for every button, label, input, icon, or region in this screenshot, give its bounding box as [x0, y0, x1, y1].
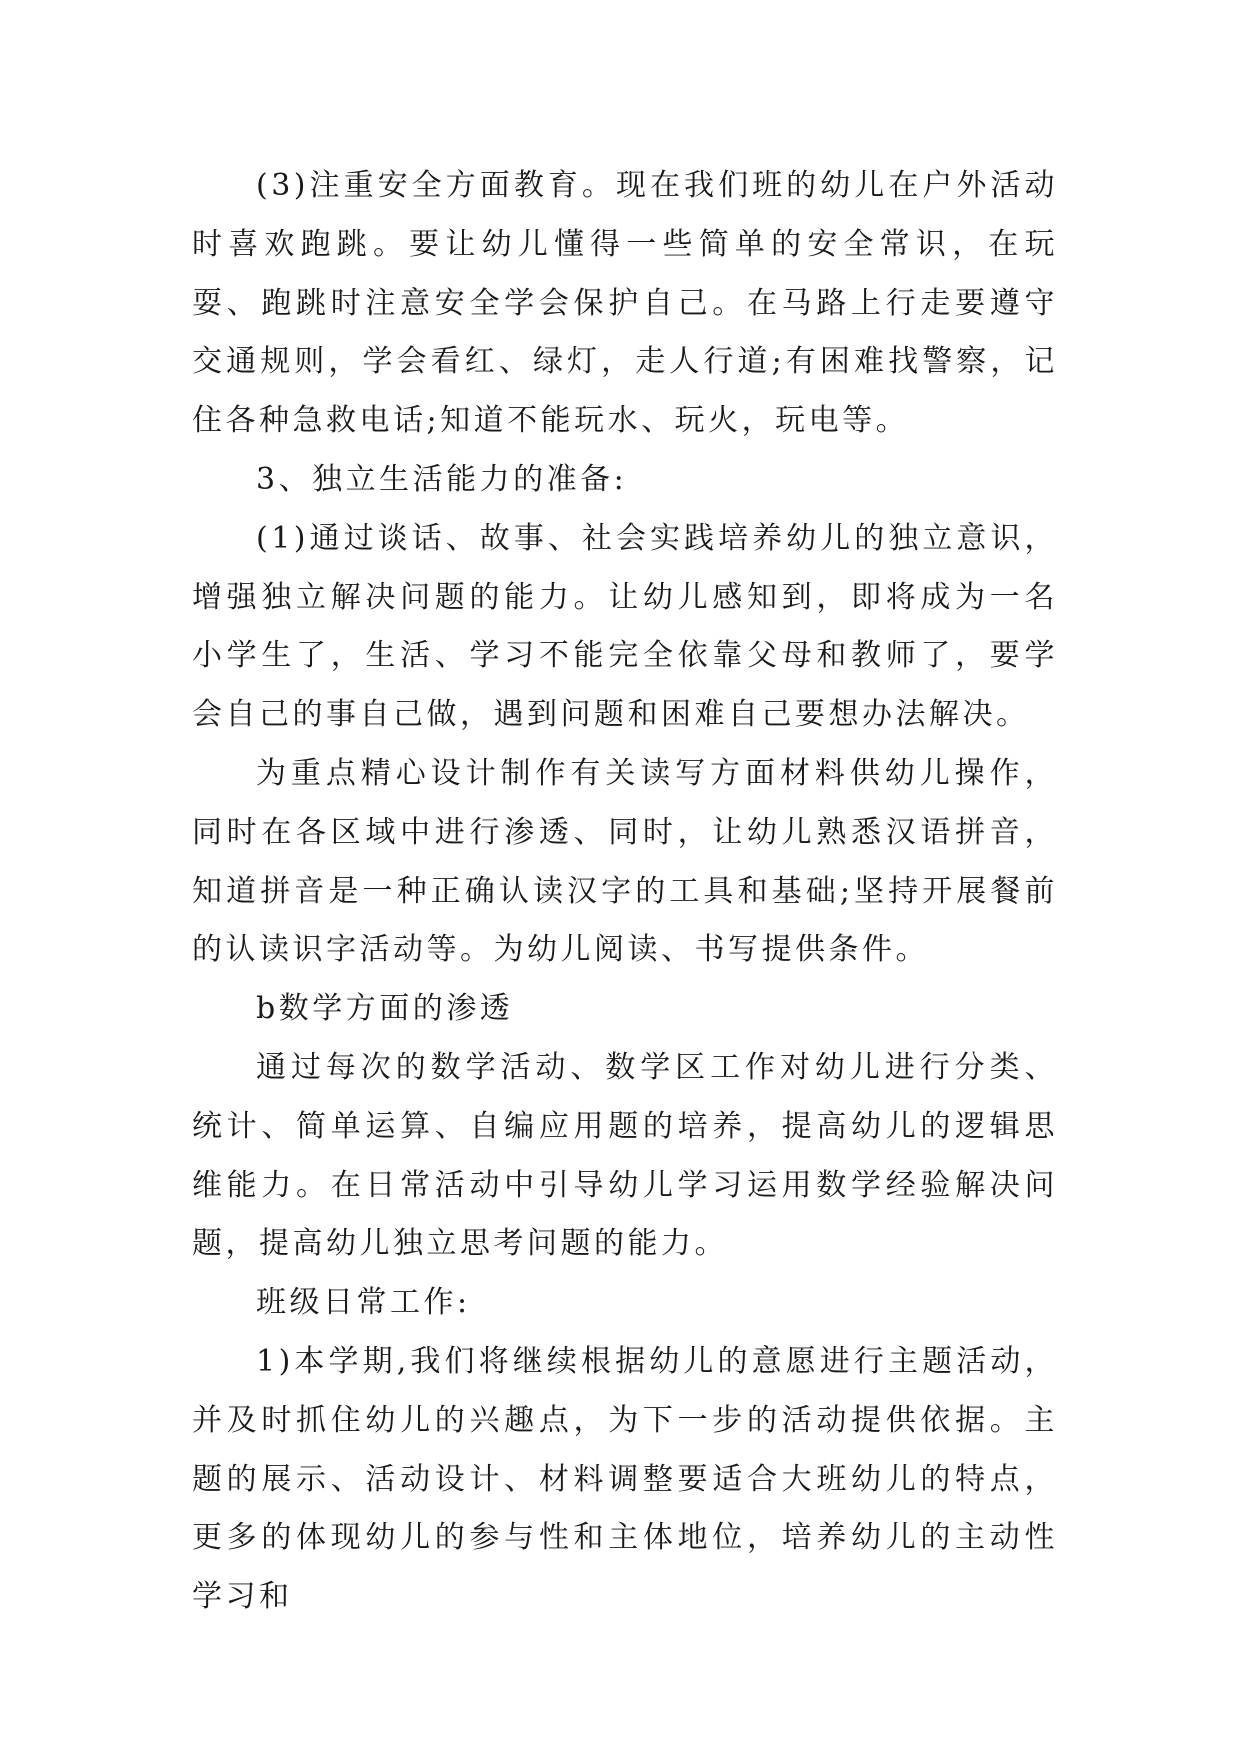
document-body [192, 157, 1058, 1627]
paragraph-safety-education: (3)注重安全方面教育。现在我们班的幼儿在户外活动时喜欢跑跳。要让幼儿懂得一些简单的安全常识，在玩耍、跑跳时注意安全学会保护自己。在马路上行走要遵守交通规则，学会看红、绿灯，走人行道;有困难找警察，记住各种急救电话;知道不能玩水、玩火，玩电等。 [192, 168, 1058, 439]
paragraph-independence-awareness: (1)通过谈话、故事、社会实践培养幼儿的独立意识，增强独立解决问题的能力。让幼儿感知到，即将成为一名小学生了，生活、学习不能完全依靠父母和教师了，要学会自己的事自己做，遇到问题和困难自己要想办法解决。 [192, 520, 1058, 733]
paragraph-reading-writing: 为重点精心设计制作有关读写方面材料供幼儿操作，同时在各区域中进行渗透、同时，让幼儿熟悉汉语拼音，知道拼音是一种正确认读汉字的工具和基础;坚持开展餐前的认读识字活动等。为幼儿阅读、书写提供条件。 [192, 755, 1058, 968]
paragraph-math-activities: 通过每次的数学活动、数学区工作对幼儿进行分类、统计、简单运算、自编应用题的培养，提高幼儿的逻辑思维能力。在日常活动中引导幼儿学习运用数学经验解决问题，提高幼儿独立思考问题的能力。 [192, 1049, 1058, 1262]
heading-independent-living: 3、独立生活能力的准备: [256, 461, 628, 497]
heading-math-infiltration: b数学方面的渗透 [256, 991, 514, 1027]
heading-class-daily-work: 班级日常工作: [256, 1285, 471, 1321]
paragraph-theme-activities: 1)本学期,我们将继续根据幼儿的意愿进行主题活动，并及时抓住幼儿的兴趣点，为下一步的活动提供依据。主题的展示、活动设计、材料调整要适合大班幼儿的特点，更多的体现幼儿的参与性和主体地位，培养幼儿的主动性学习和 [192, 1343, 1058, 1615]
